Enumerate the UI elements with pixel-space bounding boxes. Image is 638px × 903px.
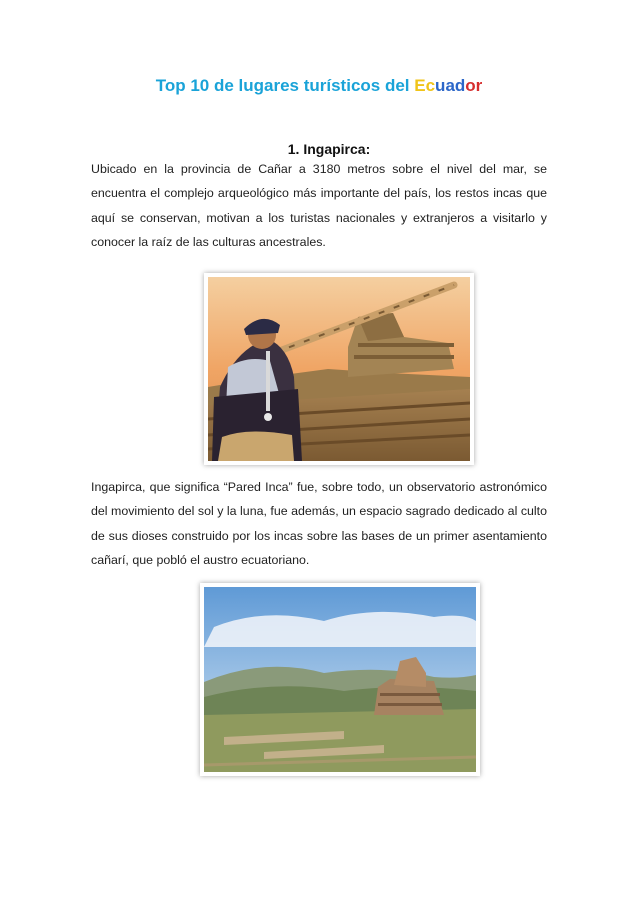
title-main-text: Top 10 de lugares turísticos del xyxy=(155,76,415,95)
title-word-or: or xyxy=(465,76,483,95)
ruins-landscape-illustration xyxy=(204,587,476,772)
title-word-u: u xyxy=(435,76,446,95)
horn-player-illustration xyxy=(208,277,470,461)
ingapirca-horn-player-photo xyxy=(204,273,474,465)
document-title xyxy=(0,76,638,96)
paragraph-intro: Ubicado en la provincia de Cañar a 3180 metros sobre el nivel del mar, se encuentra el complejo arqueológico más importante del país, los restos incas que aquí se conservan, motivan a los turistas nacionales y extranjeros a visitarlo y conocer la raíz de las culturas ancestrales. xyxy=(91,162,547,249)
paragraph-description: Ingapirca, que significa “Pared Inca” fue, sobre todo, un observatorio astronómico del movimiento del sol y la luna, fue además, un espacio sagrado dedicado al culto de sus dioses construido por los incas sobre las bases de un primer asentamiento cañarí, que pobló el austro ecuatoriano. xyxy=(91,480,547,567)
ingapirca-ruins-landscape-photo xyxy=(200,583,480,776)
title-word-ad: ad xyxy=(445,76,466,95)
section-heading: 1. Ingapirca: xyxy=(287,141,371,157)
title-word-ec: Ec xyxy=(414,76,436,95)
